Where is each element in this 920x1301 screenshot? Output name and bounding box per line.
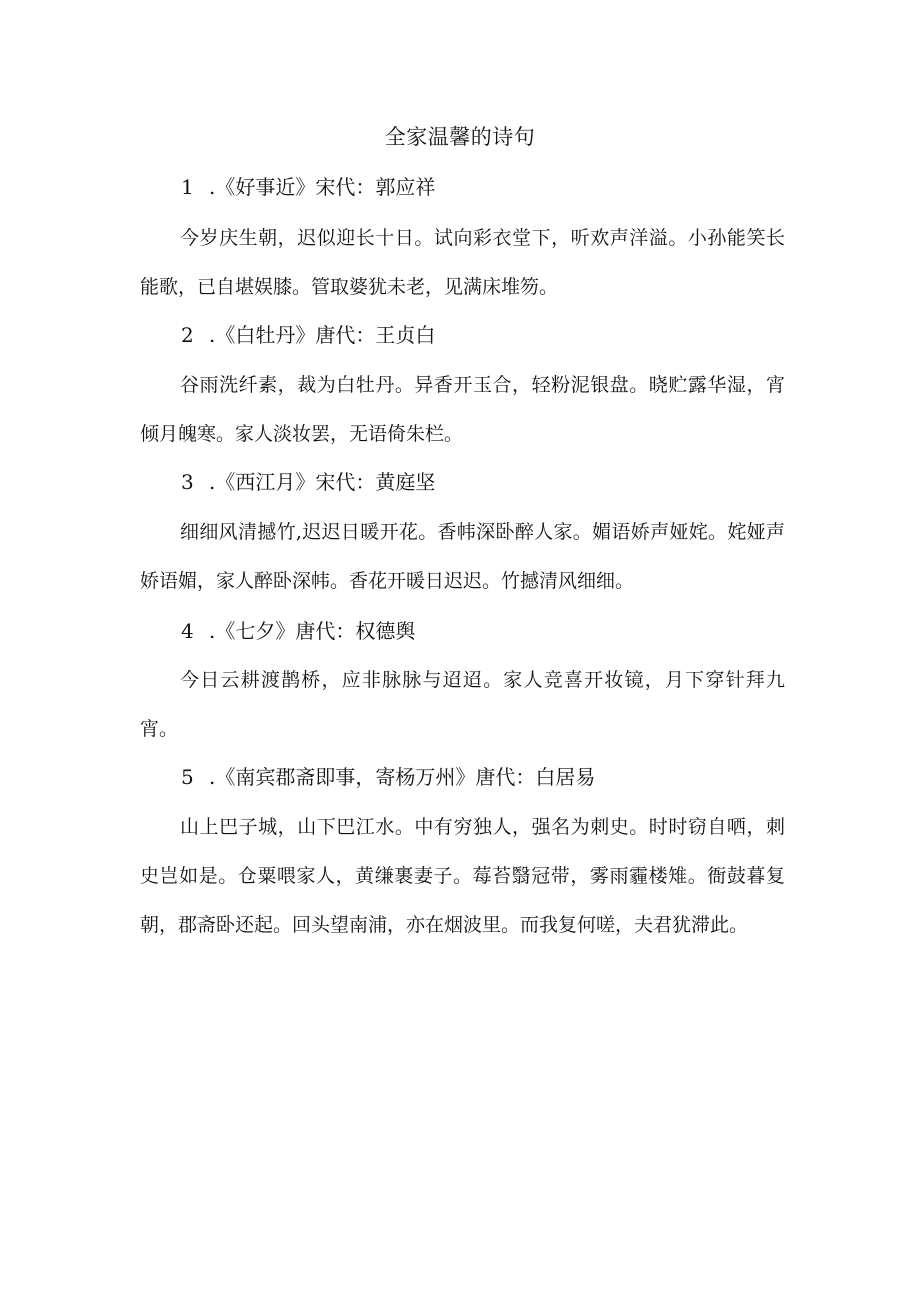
poem-text-5: 山上巴子城，山下巴江水。中有穷独人，强名为刺史。时时窃自哂，刺史岂如是。仓粟喂家人，黄缣裹妻子。莓苔翳冠带，雾雨霾楼雉。衙鼓暮复朝，郡斋卧还起。回头望南浦，亦在烟波里。而我复何嗟，夫君犹滞此。 bbox=[140, 816, 785, 936]
section-number: 2 bbox=[181, 323, 194, 347]
poem-text-1: 今岁庆生朝，迟似迎长十日。试向彩衣堂下，听欢声洋溢。小孙能笑长能歌，已自堪娱膝。管取婆犹未老，见满床堆笏。 bbox=[140, 227, 785, 298]
section-title: .《好事近》宋代：郭应祥 bbox=[209, 175, 436, 199]
section-number: 5 bbox=[181, 765, 194, 789]
section-number: 4 bbox=[181, 619, 194, 643]
poem-text-3: 细细风清撼竹,迟迟日暖开花。香帏深卧醉人家。媚语娇声娅姹。姹娅声娇语媚，家人醉卧深帏。香花开暖日迟迟。竹撼清风细细。 bbox=[140, 521, 785, 592]
section-heading-2 bbox=[181, 320, 435, 350]
section-title: .《西江月》宋代：黄庭坚 bbox=[209, 470, 436, 494]
section-heading-4 bbox=[181, 616, 415, 646]
poem-text-2: 谷雨洗纤素，裁为白牡丹。异香开玉合，轻粉泥银盘。晓贮露华湿，宵倾月魄寒。家人淡妆罢，无语倚朱栏。 bbox=[140, 374, 785, 445]
section-title: .《白牡丹》唐代：王贞白 bbox=[209, 323, 436, 347]
section-number: 1 bbox=[181, 175, 194, 199]
section-heading-3 bbox=[181, 467, 435, 497]
section-title: .《南宾郡斋即事，寄杨万州》唐代：白居易 bbox=[209, 765, 596, 789]
section-heading-5 bbox=[181, 762, 595, 792]
section-title: .《七夕》唐代：权德舆 bbox=[209, 619, 416, 643]
page-title: 全家温馨的诗句 bbox=[384, 125, 536, 149]
section-heading-1 bbox=[181, 172, 435, 202]
section-number: 3 bbox=[181, 470, 194, 494]
poem-text-4: 今日云耕渡鹊桥，应非脉脉与迢迢。家人竞喜开妆镜，月下穿针拜九宵。 bbox=[140, 669, 785, 740]
